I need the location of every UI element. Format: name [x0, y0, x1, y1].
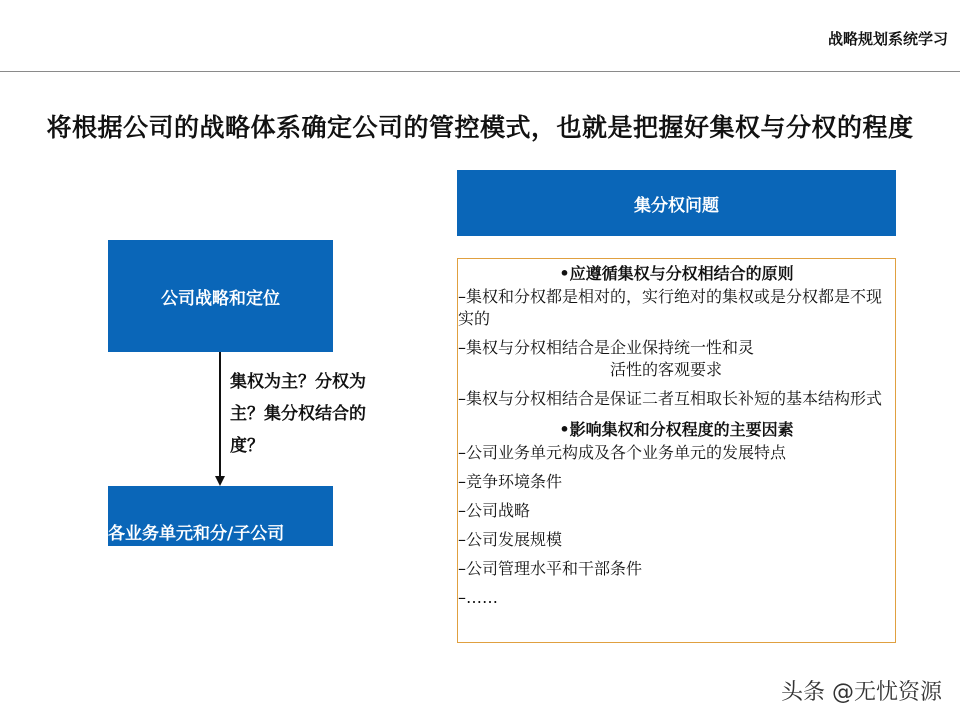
factors-heading: •影响集权和分权程度的主要因素: [559, 420, 794, 439]
issue-header-box: [457, 170, 896, 236]
business-units-label: 各业务单元和分/子公司: [108, 524, 285, 544]
strategy-box: [108, 240, 333, 352]
factor-item: –公司战略: [458, 501, 531, 520]
control-question: 集权为主？分权为主？集分权结合的度？: [230, 372, 366, 456]
arrow-line: [219, 352, 221, 478]
watermark: 头条 @无忧资源: [781, 680, 942, 705]
principle-item: –集权和分权都是相对的，实行绝对的集权或是分权都是不现实的: [458, 287, 883, 328]
issue-panel: [457, 258, 896, 643]
factor-item: –……: [458, 588, 498, 607]
header-divider: [0, 71, 960, 72]
factor-item: –竞争环境条件: [458, 472, 563, 491]
arrow-head-icon: [215, 476, 225, 486]
strategy-box-label: 公司战略和定位: [161, 288, 280, 309]
factor-item: –公司管理水平和干部条件: [458, 559, 643, 578]
slide-title: 将根据公司的战略体系确定公司的管控模式，也就是把握好集权与分权的程度: [46, 113, 914, 142]
business-units-box: [108, 486, 333, 546]
factor-item: –公司发展规模: [458, 530, 563, 549]
principle-item: –集权与分权相结合是保证二者互相取长补短的基本结构形式: [458, 389, 883, 408]
principle-item-continuation: 活性的客观要求: [610, 360, 723, 379]
issue-header-label: 集分权问题: [634, 195, 719, 216]
principle-heading: •应遵循集权与分权相结合的原则: [559, 264, 794, 283]
principle-item-text: –集权与分权相结合是企业保持统一性和灵: [458, 338, 755, 357]
factor-item: –公司业务单元构成及各个业务单元的发展特点: [458, 443, 787, 462]
header-label: 战略规划系统学习: [827, 30, 948, 48]
principle-item: [458, 337, 895, 381]
